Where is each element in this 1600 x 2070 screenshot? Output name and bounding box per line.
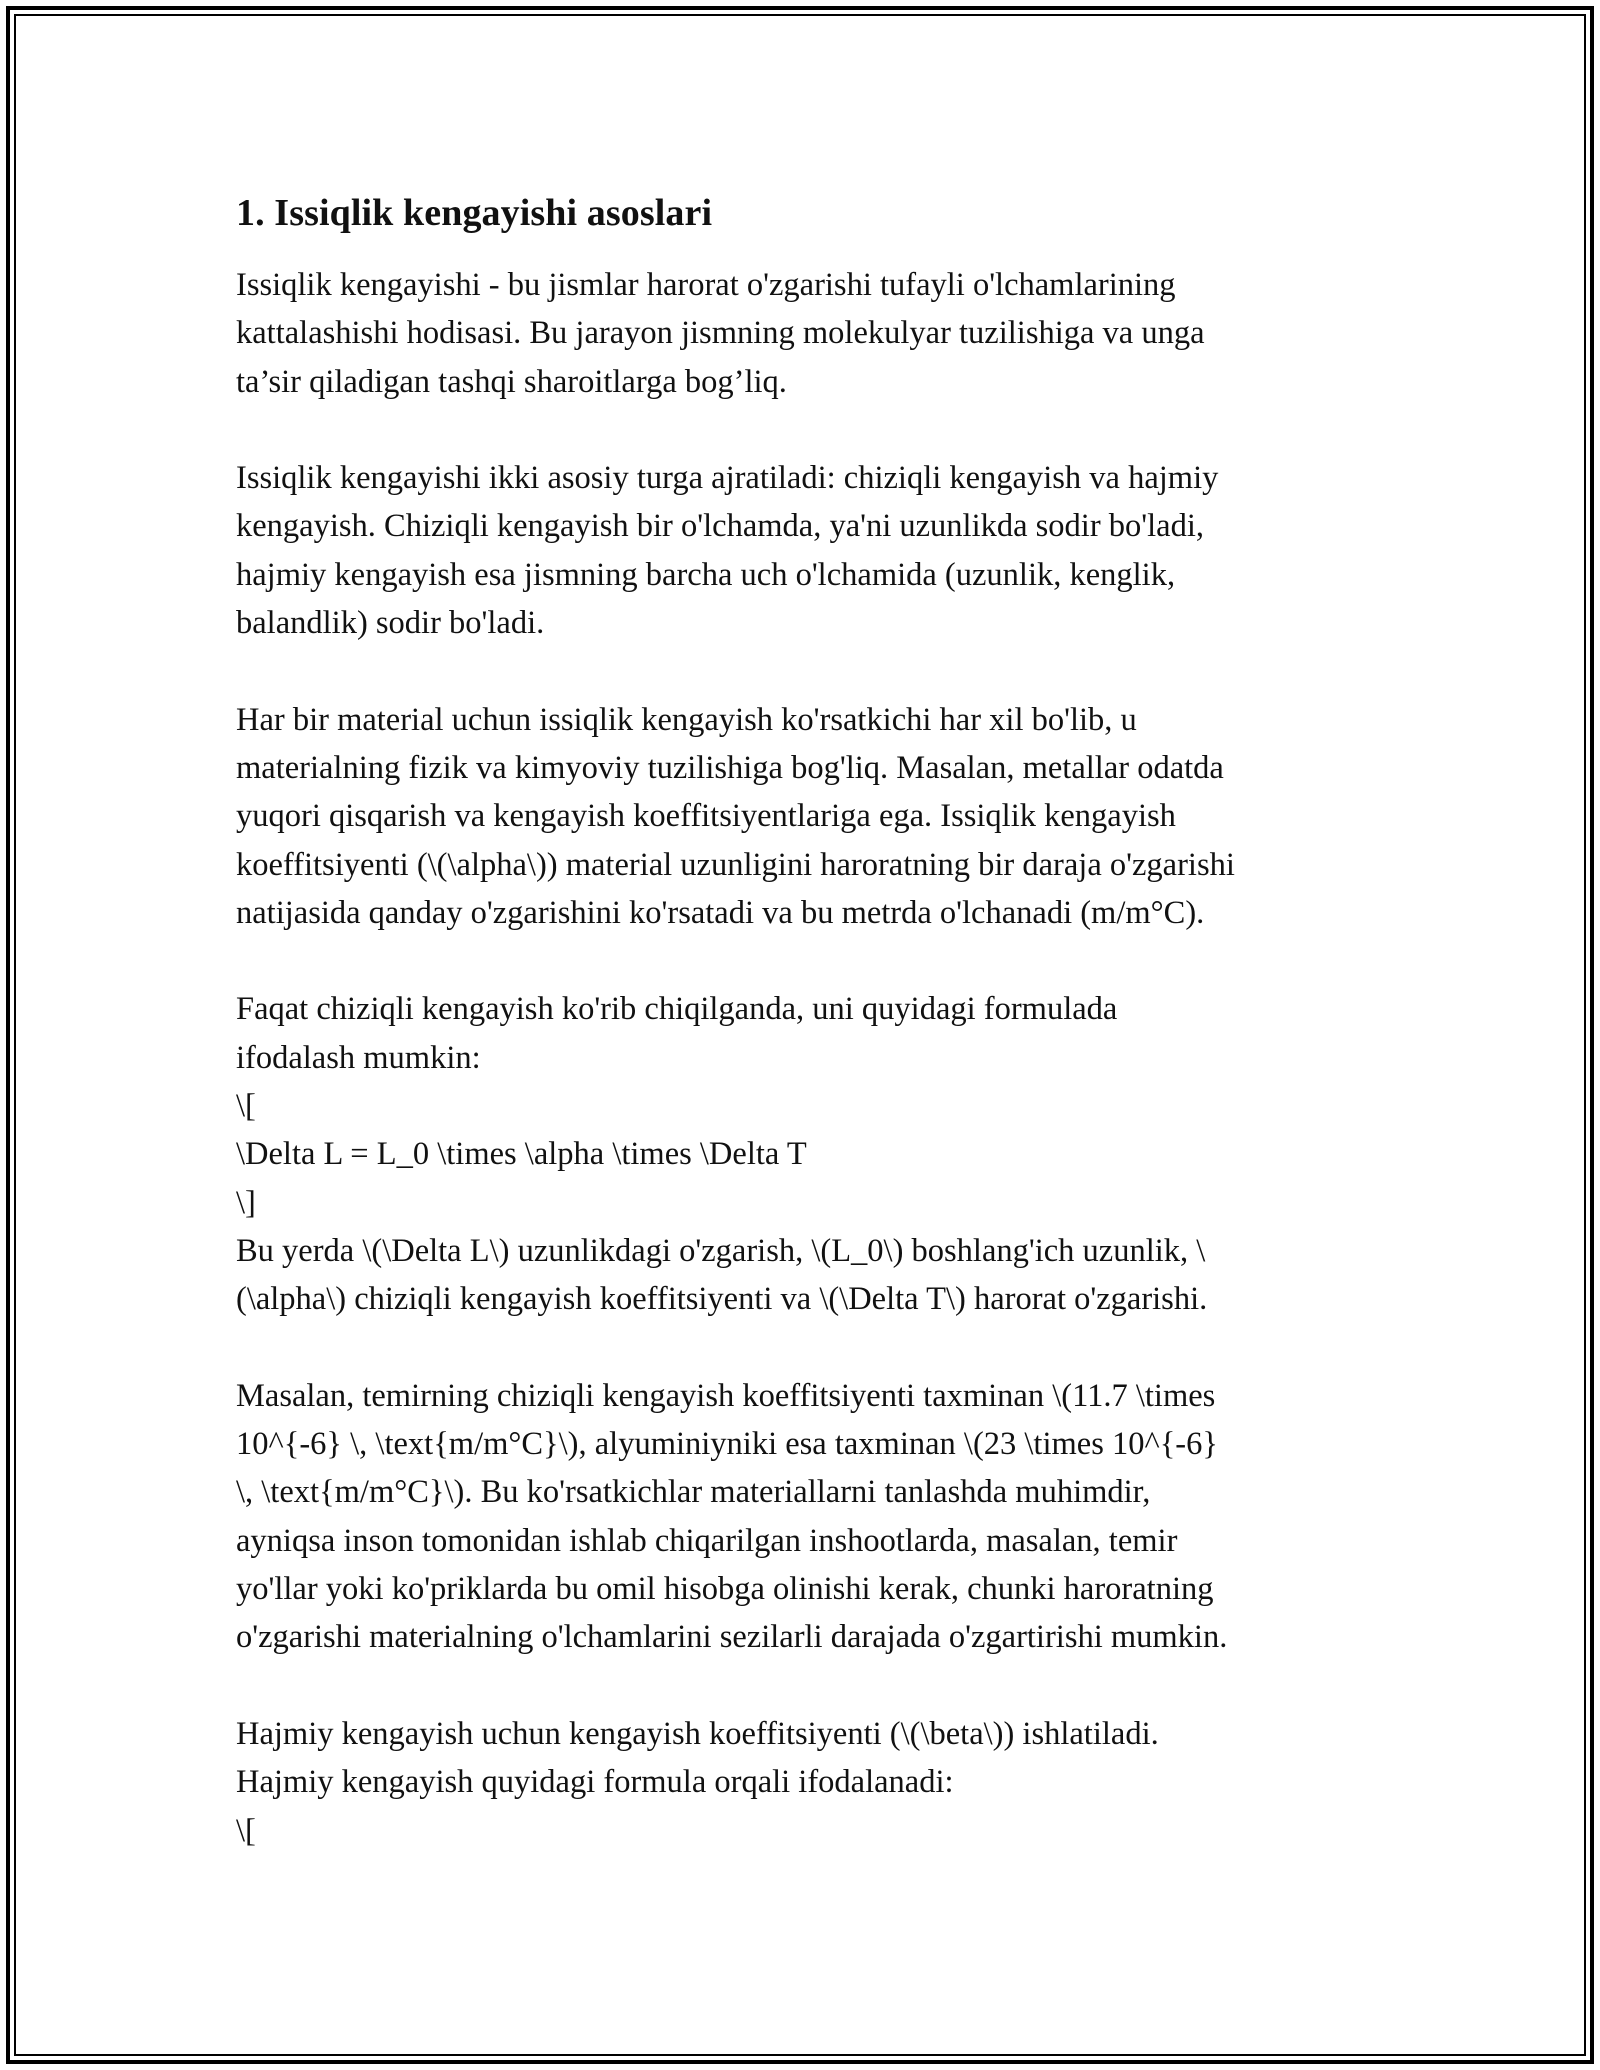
paragraph-examples: Masalan, temirning chiziqli kengayish koeffitsiyenti taxminan \(11.7 \times 10^{-6} \, \text{m/m°C}\), alyuminiyniki esa taxminan \(23 \times 10^{-6} \, \text{m/m°C}\). Bu ko'rsatkichlar materiallarni tanlashda muhimdir, ayniqsa inson tomonidan ishlab chiqarilgan inshootlarda, masalan, temir yo'llar yoki ko'priklarda bu omil hisobga olinishi kerak, chunki haroratning o'zgarishi materialning o'lchamlarini sezilarli darajada o'zgartirishi mumkin.: [236, 1377, 1228, 1656]
paragraph-linear-formula: Faqat chiziqli kengayish ko'rib chiqilganda, uni quyidagi formulada ifodalash mumkin: \[ \Delta L = L_0 \times \alpha \times \Delta T \] Bu yerda \(\Delta L\) uzunlikdagi o'zgarish, \(L_0\) boshlang'ich uzunlik, \ (\alpha\) chiziqli kengayish koeffitsiyenti va \(\Delta T\) harorat o'zgarishi.: [236, 991, 1208, 1318]
document-body: [236, 187, 1376, 1855]
paragraph-volume-expansion: Hajmiy kengayish uchun kengayish koeffitsiyenti (\(\beta\)) ishlatiladi. Hajmiy kengayish quyidagi formula orqali ifodalanadi: \[: [236, 1715, 1159, 1849]
paragraph-coefficient: Har bir material uchun issiqlik kengayish ko'rsatkichi har xil bo'lib, u materialning fizik va kimyoviy tuzilishiga bog'liq. Masalan, metallar odatda yuqori qisqarish va kengayish koeffitsiyentlariga ega. Issiqlik kengayish koeffitsiyenti (\(\alpha\)) material uzunligini haroratning bir daraja o'zgarishi natijasida qanday o'zgarishini ko'rsatadi va bu metrda o'lchanadi (m/m°C).: [236, 701, 1235, 931]
paragraph-types: Issiqlik kengayishi ikki asosiy turga ajratiladi: chiziqli kengayish va hajmiy kengayish. Chiziqli kengayish bir o'lchamda, ya'ni uzunlikda sodir bo'ladi, hajmiy kengayish esa jismning barcha uch o'lchamida (uzunlik, kenglik, balandlik) sodir bo'ladi.: [236, 460, 1219, 642]
paragraph-definition: Issiqlik kengayishi - bu jismlar harorat o'zgarishi tufayli o'lchamlarining kattalashishi hodisasi. Bu jarayon jismning molekulyar tuzilishiga va unga ta’sir qiladigan tashqi sharoitlarga bog’liq.: [236, 267, 1205, 400]
section-heading: 1. Issiqlik kengayishi asoslari: [236, 192, 713, 234]
